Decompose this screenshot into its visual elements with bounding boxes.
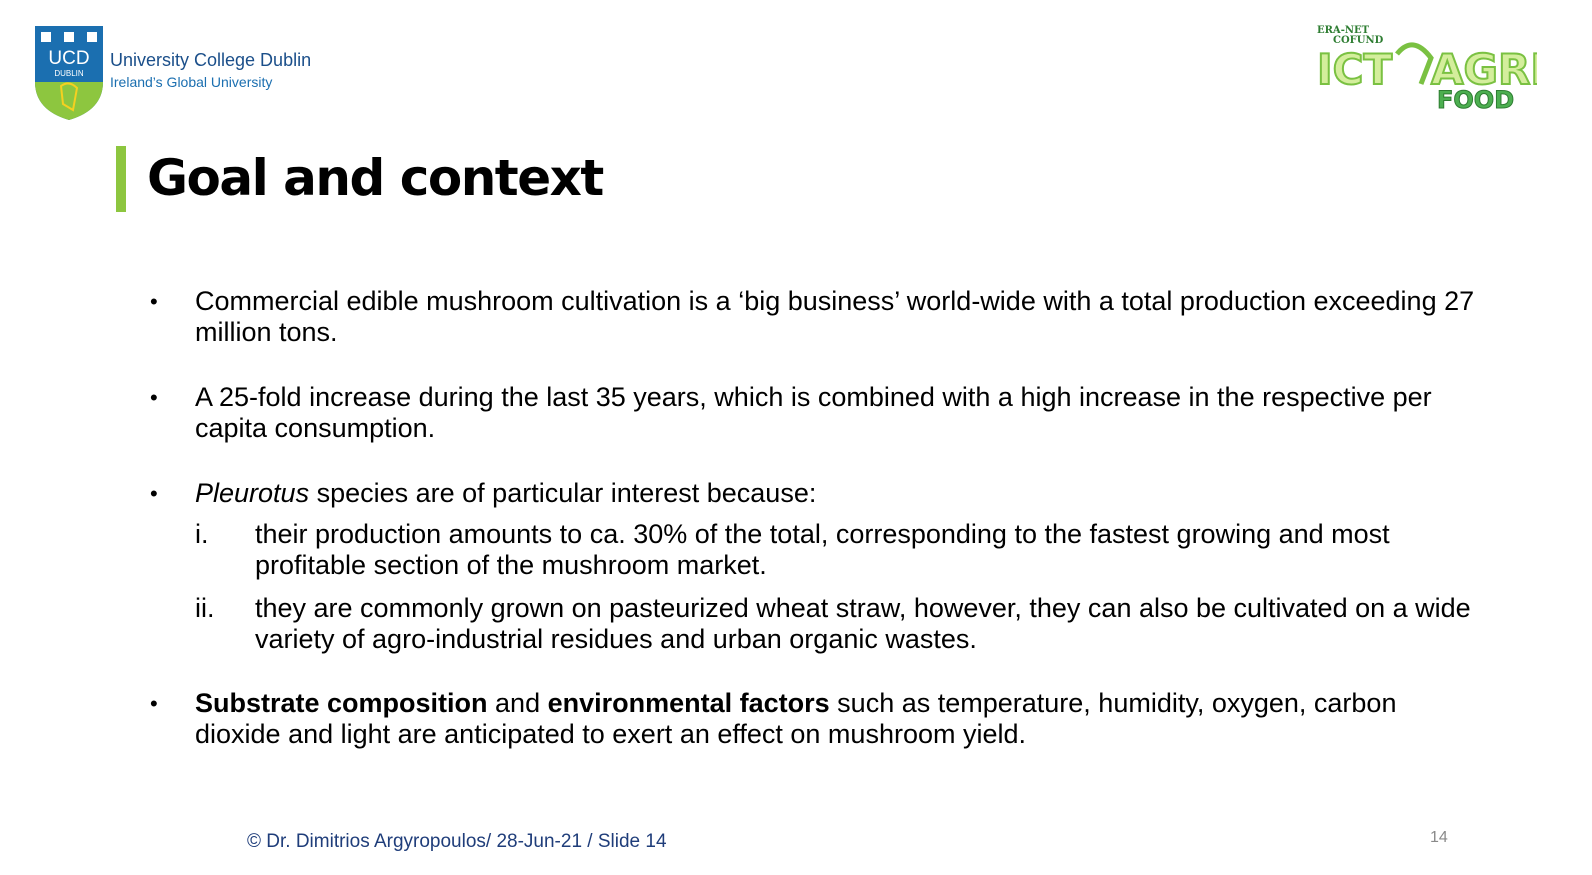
bold-term: environmental factors [547,688,830,718]
bullet-marker: • [150,289,158,314]
ucd-shield-text: UCD [48,48,90,69]
bullet-marker: • [150,385,158,410]
bullet-text: A 25-fold increase during the last 35 years, which is combined with a high increase in the respective per capita consumption. [195,382,1432,443]
ict-label: ICT [1317,45,1393,94]
bullet-text-rest: species are of particular interest because: [309,478,817,508]
leaf-icon [1397,45,1431,84]
species-name: Pleurotus [195,478,310,508]
agri-label: AGRI [1431,45,1537,94]
ucd-logo [33,24,333,124]
footer-credit: © Dr. Dimitrios Argyropoulos/ 28-Jun-21 / Slide 14 [247,831,667,852]
bullet-text [195,478,1495,509]
bullet-marker: • [150,691,158,716]
slide-number: 14 [1430,829,1448,846]
bold-term: Substrate composition [195,688,488,718]
ucd-tagline: Ireland’s Global University [110,74,273,90]
food-label: FOOD [1437,86,1515,114]
ucd-name: University College Dublin [110,50,312,70]
era-net-label: ERA-NET [1317,25,1370,36]
bullet-text: Commercial edible mushroom cultivation is a ‘big business’ world-wide with a total production exceeding 27 million tons. [195,286,1475,347]
slide-title: Goal and context [147,149,603,207]
sub-item-number: ii. [195,593,215,623]
cofund-label: COFUND [1333,35,1384,46]
bullet-text-mid: and [487,688,548,718]
ict-agri-food-logo [1313,22,1537,114]
sub-item-text: they are commonly grown on pasteurized wheat straw, however, they can also be cultivated on a wide variety of agro-industrial residues and urban organic wastes. [255,593,1471,654]
bullet-text [195,688,1465,750]
ucd-shield-icon [33,24,105,122]
sub-item-number: i. [195,519,209,549]
bullet-text-rest: such as temperature, humidity, oxygen, carbon dioxide and light are anticipated to exert an effect on mushroom yield. [195,688,1397,749]
bullet-marker: • [150,481,158,506]
sub-item-text: their production amounts to ca. 30% of the total, corresponding to the fastest growing and most profitable section of the mushroom market. [255,519,1390,580]
ucd-shield-subtext: DUBLIN [54,69,84,78]
title-accent-bar [116,146,126,212]
